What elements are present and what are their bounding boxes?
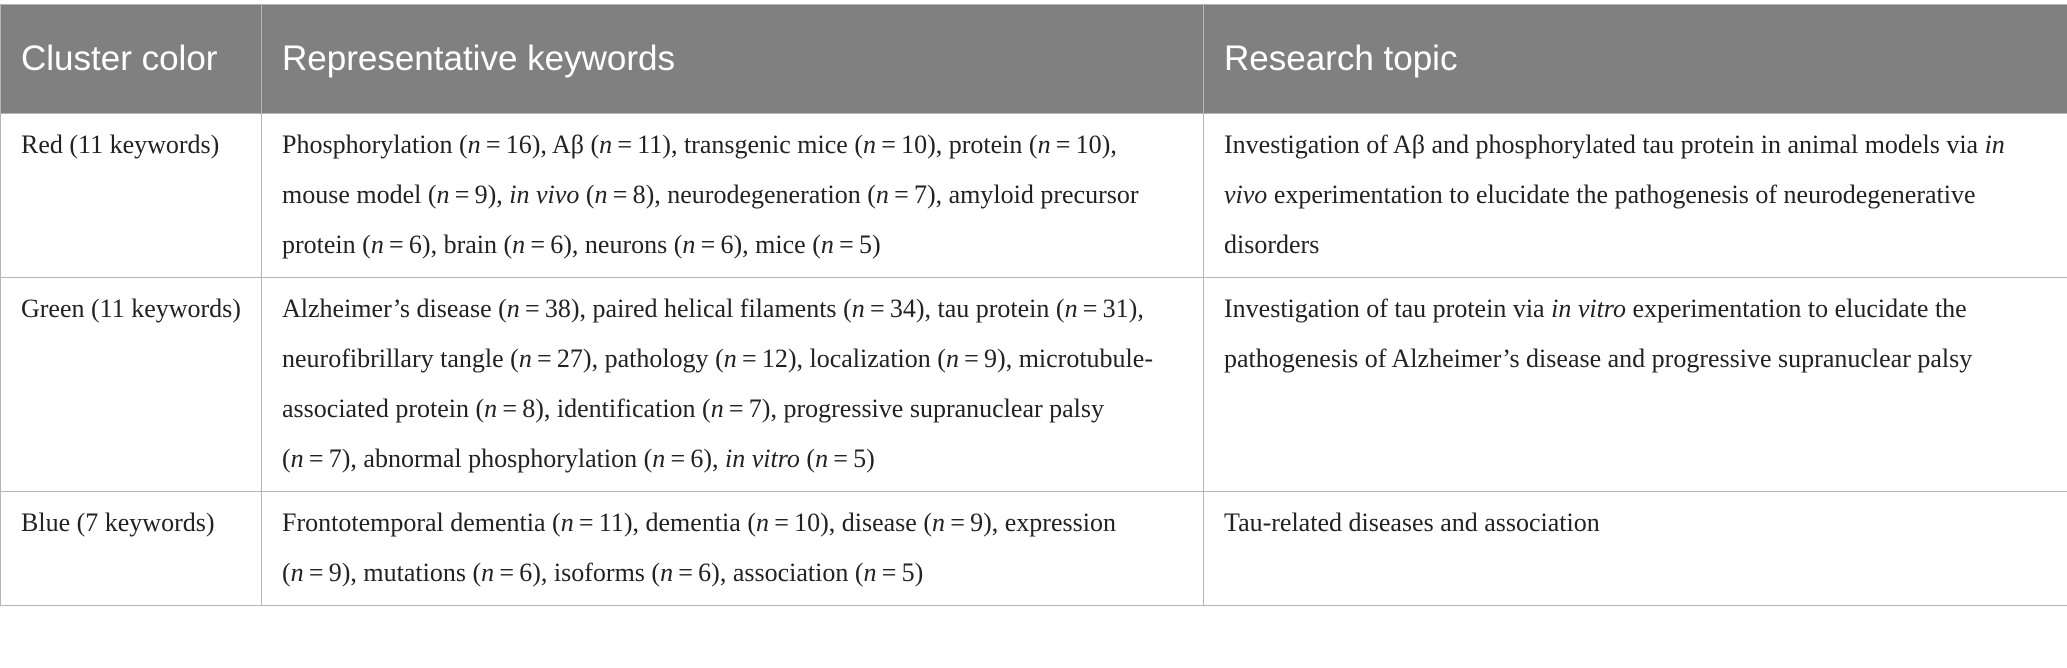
keyword-item — [593, 294, 925, 323]
keyword-count: (n = 27) — [510, 344, 592, 373]
keyword-term: neurons — [584, 230, 668, 259]
keyword-item — [755, 230, 880, 259]
table-container — [0, 4, 2067, 606]
keyword-count-value: 7 — [913, 180, 927, 209]
keyword-item — [282, 508, 633, 537]
keyword-term: tau protein — [937, 294, 1050, 323]
keyword-count-value: 7 — [748, 394, 762, 423]
keyword-count-value: 12 — [761, 344, 788, 373]
keywords-cell: Alzheimer’s disease (n = 38), paired helical filaments (n = 34), tau protein (n = 31), neurofibrillary tangle (n = 27), pathology (n = 12), localization (n = 9), microtubule-associated protein (n = 8), identification (n = 7), progressive supranuclear palsy (n = 7), abnormal phosphorylation (n = 6), in vitro (n = 5) — [262, 278, 1204, 492]
keyword-term: neurodegeneration — [667, 180, 861, 209]
keyword-count-value: 9 — [970, 508, 984, 537]
keyword-term: Aβ — [551, 130, 584, 159]
keyword-term: identification — [556, 394, 696, 423]
keywords-cell: Frontotemporal dementia (n = 11), dementia (n = 10), disease (n = 9), expression (n = 9), mutations (n = 6), isoforms (n = 6), association (n = 5) — [262, 492, 1204, 606]
keyword-count-value: 6 — [408, 230, 422, 259]
cluster-table — [0, 4, 2067, 606]
research-topic-text: in vitro — [1551, 294, 1626, 323]
keyword-count: (n = 38) — [498, 294, 580, 323]
keyword-term: microtubule-associated protein — [282, 344, 1153, 423]
keyword-term: transgenic mice — [683, 130, 848, 159]
keyword-count: (n = 9) — [282, 558, 351, 587]
keyword-count: (n = 8) — [585, 180, 655, 209]
keyword-term: in vivo — [509, 180, 580, 209]
keyword-term: mice — [755, 230, 806, 259]
keyword-count: (n = 5) — [806, 444, 875, 473]
table-header — [1, 5, 2067, 114]
keyword-count: (n = 6) — [503, 230, 572, 259]
keyword-count-value: 6 — [690, 444, 704, 473]
cluster-color-cell: Green (11 keywords) — [1, 278, 262, 492]
keyword-item — [282, 130, 540, 159]
keyword-term: progressive supranuclear palsy — [783, 394, 1105, 423]
keyword-count-value: 38 — [544, 294, 571, 323]
keyword-term: Phosphorylation — [282, 130, 453, 159]
keyword-count-value: 11 — [637, 130, 663, 159]
keyword-item — [842, 508, 992, 537]
keyword-count: (n = 7) — [282, 444, 351, 473]
keyword-count-value: 6 — [550, 230, 564, 259]
keyword-count-value: 16 — [505, 130, 532, 159]
keyword-item — [557, 394, 771, 423]
keyword-count: (n = 6) — [362, 230, 431, 259]
keyword-term: amyloid precursor protein — [282, 180, 1139, 259]
keyword-count-value: 10 — [901, 130, 928, 159]
keyword-term: mouse model — [282, 180, 422, 209]
keyword-term: mutations — [363, 558, 466, 587]
keyword-item — [363, 444, 712, 473]
keyword-count-value: 5 — [853, 444, 867, 473]
keyword-count-value: 34 — [889, 294, 916, 323]
keyword-item — [585, 230, 742, 259]
keyword-count-value: 6 — [519, 558, 533, 587]
research-topic-text: Investigation of Aβ and phosphorylated tau protein in animal models via — [1224, 130, 1985, 159]
cluster-color-cell: Red (11 keywords) — [1, 114, 262, 278]
keyword-count: (n = 31) — [1055, 294, 1138, 323]
table-row — [1, 278, 2067, 492]
keyword-term: abnormal phosphorylation — [363, 444, 638, 473]
table-row — [1, 114, 2067, 278]
research-topic-cell — [1204, 278, 2067, 492]
keyword-count-value: 10 — [1075, 130, 1102, 159]
keyword-term: protein — [948, 130, 1023, 159]
keyword-term: disease — [841, 508, 917, 537]
header-research-topic: Research topic — [1204, 5, 2067, 114]
keyword-term: dementia — [645, 508, 741, 537]
keyword-term: Alzheimer’s disease — [282, 294, 492, 323]
keyword-count-value: 6 — [720, 230, 734, 259]
keyword-count: (n = 12) — [715, 344, 797, 373]
keyword-item — [282, 180, 496, 209]
keyword-item — [282, 294, 580, 323]
keyword-count: (n = 6) — [673, 230, 743, 259]
keyword-item — [809, 344, 1005, 373]
research-topic-text: experimentation to elucidate the pathogenesis of neurodegenerative disorders — [1224, 180, 1976, 259]
keyword-count: (n = 9) — [923, 508, 992, 537]
research-topic-text: Tau-related diseases and association — [1224, 508, 1600, 537]
keyword-count: (n = 5) — [854, 558, 924, 587]
keyword-count-value: 8 — [632, 180, 646, 209]
keyword-item — [684, 130, 936, 159]
keyword-count-value: 11 — [598, 508, 624, 537]
keyword-count-value: 6 — [698, 558, 712, 587]
keyword-item — [554, 558, 720, 587]
keyword-term: association — [732, 558, 849, 587]
keyword-count: (n = 10) — [747, 508, 829, 537]
keyword-count-value: 27 — [556, 344, 583, 373]
keyword-count: (n = 6) — [472, 558, 541, 587]
keyword-item — [937, 294, 1137, 323]
keyword-term: paired helical filaments — [592, 294, 837, 323]
keyword-count: (n = 10) — [1028, 130, 1111, 159]
keyword-term: in vitro — [725, 444, 800, 473]
keyword-count-value: 8 — [522, 394, 536, 423]
research-topic-text: in vivo — [1224, 130, 2005, 209]
keyword-count: (n = 9) — [427, 180, 497, 209]
table-row — [1, 492, 2067, 606]
keyword-item — [444, 230, 572, 259]
keyword-item — [725, 444, 875, 473]
keyword-count-value: 9 — [984, 344, 998, 373]
keyword-item — [949, 130, 1111, 159]
keyword-term: expression — [1004, 508, 1116, 537]
keyword-item — [605, 344, 797, 373]
keyword-item — [282, 344, 592, 373]
keyword-term: isoforms — [553, 558, 645, 587]
keyword-count: (n = 10) — [854, 130, 936, 159]
keyword-count: (n = 11) — [552, 508, 633, 537]
keyword-count: (n = 7) — [867, 180, 936, 209]
keyword-count-value: 9 — [328, 558, 342, 587]
keyword-item — [646, 508, 829, 537]
keyword-item — [552, 130, 671, 159]
keyword-count-value: 5 — [901, 558, 915, 587]
keyword-term: localization — [809, 344, 931, 373]
header-representative-keywords: Representative keywords — [262, 5, 1204, 114]
keyword-count: (n = 6) — [643, 444, 713, 473]
keyword-count: (n = 5) — [812, 230, 881, 259]
keyword-term: Frontotemporal dementia — [282, 508, 546, 537]
table-body — [1, 114, 2067, 606]
keyword-count-value: 7 — [328, 444, 342, 473]
keyword-term: neurofibrillary tangle — [282, 344, 504, 373]
keyword-count: (n = 11) — [590, 130, 671, 159]
research-topic-text: experimentation to elucidate the pathogenesis of Alzheimer’s disease and progressive supranuclear palsy — [1224, 294, 1973, 373]
keyword-item — [733, 558, 923, 587]
keyword-count: (n = 7) — [702, 394, 771, 423]
keywords-cell: Phosphorylation (n = 16), Aβ (n = 11), transgenic mice (n = 10), protein (n = 10), mouse model (n = 9), in vivo (n = 8), neurodegeneration (n = 7), amyloid precursor protein (n = 6), brain (n = 6), neurons (n = 6), mice (n = 5) — [262, 114, 1204, 278]
keyword-count-value: 31 — [1102, 294, 1129, 323]
keyword-count: (n = 9) — [937, 344, 1006, 373]
header-cluster-color: Cluster color — [1, 5, 262, 114]
keyword-item — [667, 180, 935, 209]
keyword-term: brain — [443, 230, 497, 259]
keyword-item — [509, 180, 654, 209]
keyword-count: (n = 16) — [458, 130, 541, 159]
keyword-item — [363, 558, 540, 587]
keyword-count-value: 5 — [858, 230, 872, 259]
keyword-count: (n = 8) — [475, 394, 544, 423]
cluster-color-cell: Blue (7 keywords) — [1, 492, 262, 606]
keyword-count: (n = 34) — [843, 294, 925, 323]
keyword-count: (n = 6) — [651, 558, 720, 587]
keyword-term: pathology — [604, 344, 709, 373]
header-row — [1, 5, 2067, 114]
keyword-count-value: 10 — [794, 508, 821, 537]
research-topic-cell — [1204, 114, 2067, 278]
research-topic-text: Investigation of tau protein via — [1224, 294, 1552, 323]
research-topic-cell — [1204, 492, 2067, 606]
keyword-count-value: 9 — [474, 180, 488, 209]
